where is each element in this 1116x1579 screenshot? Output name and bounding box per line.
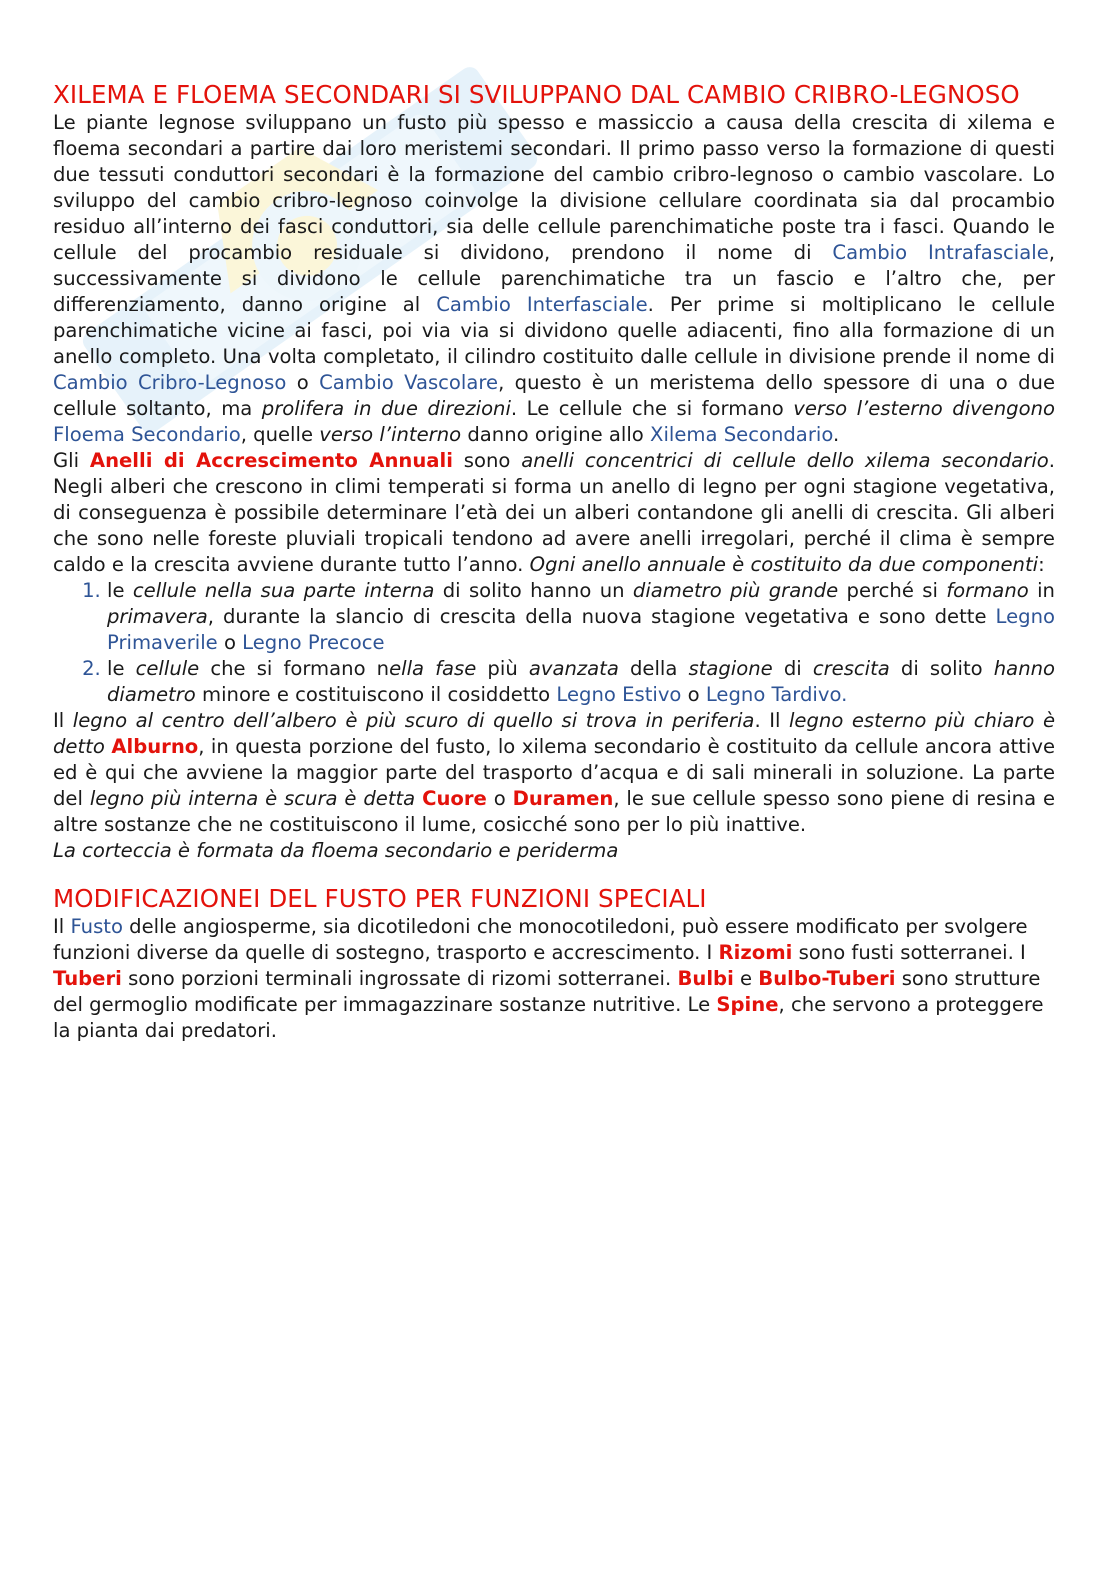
- emphasis-text: diametro più grande: [632, 579, 839, 602]
- emphasis-text: hanno diametro: [107, 657, 1056, 706]
- key-term: Bulbo-Tuberi: [758, 967, 896, 990]
- section-1-paragraph-3: Il legno al centro dell’albero è più scuro di quello si trova in periferia. Il legno esterno più chiaro è detto Alburno, in questa porzione del fusto, lo xilema secondario è costituito da cellule ancora attive ed è qui che avviene la maggior parte del trasporto d’acqua e di sali minerali in soluzione. La parte del legno più interna è scura è detta Cuore o Duramen, le sue cellule spesso sono piene di resina e altre sostanze che ne costituiscono il lume, cosicché sono per lo più inattive.: [53, 709, 1056, 836]
- list-item: 1. le cellule nella sua parte interna di solito hanno un diametro più grande perché si formano in primavera, durante la slancio di crescita della nuova stagione vegetativa e sono dette Legno Primaverile o Legno Precoce: [107, 578, 1055, 656]
- section-1-title: XILEMA E FLOEMA SECONDARI SI SVILUPPANO DAL CAMBIO CRIBRO-LEGNOSO: [53, 80, 1020, 109]
- emphasis-text: legno più interna è scura è detta: [89, 787, 416, 810]
- key-term: Rizomi: [718, 941, 793, 964]
- emphasis-text: avanzata: [528, 657, 619, 680]
- section-1-paragraph-4: [53, 838, 1055, 864]
- emphasis-text: legno al centro dell’albero è più scuro di quello si trova in periferia: [72, 709, 755, 732]
- section-2-title: MODIFICAZIONEI DEL FUSTO PER FUNZIONI SPECIALI: [53, 884, 707, 913]
- emphasis-text: verso l’esterno divengono: [793, 397, 1055, 420]
- emphasis-text: formano: [946, 579, 1029, 602]
- emphasis-text: ella fase: [389, 657, 477, 680]
- emphasis-text: primavera: [107, 605, 208, 628]
- highlighted-term: Xilema Secondario: [650, 423, 833, 446]
- key-term: Alburno: [111, 735, 199, 758]
- emphasis-text: stagione: [688, 657, 773, 680]
- emphasis-text: La corteccia è formata da floema secondario e periderma: [53, 839, 619, 862]
- highlighted-term: Cambio Intrafasciale: [832, 241, 1049, 264]
- section-1-paragraph-2: Gli Anelli di Accrescimento Annuali sono anelli concentrici di cellule dello xilema secondario. Negli alberi che crescono in climi temperati si forma un anello di legno per ogni stagione vegetativa, di conseguenza è possibile determinare l’età dei un alberi contandone gli anelli di crescita. Gli alberi che sono nelle foreste pluviali tropicali tendono ad avere anelli irregolari, perché il clima è sempre caldo e la crescita avviene durante tutto l’anno. Ogni anello annuale è costituito da due componenti:: [53, 449, 1055, 576]
- highlighted-term: Floema Secondario: [53, 423, 241, 446]
- section-2-paragraph-1: Il Fusto delle angiosperme, sia dicotiledoni che monocotiledoni, può essere modificato per svolgere funzioni diverse da quelle di sostegno, trasporto e accrescimento. I Rizomi sono fusti sotterranei. I Tuberi sono porzioni terminali ingrossate di rizomi sotterranei. Bulbi e Bulbo-Tuberi sono strutture del germoglio modificate per immagazzinare sostanze nutritive. Le Spine, che servono a proteggere la pianta dai predatori.: [53, 915, 1044, 1042]
- highlighted-term: Cambio Cribro-Legnoso: [53, 371, 287, 394]
- document-page: [53, 80, 1055, 1044]
- emphasis-text: legno esterno più chiaro è detto: [53, 709, 1056, 758]
- key-term: Duramen: [512, 787, 614, 810]
- key-term: Tuberi: [53, 967, 122, 990]
- emphasis-text: prolifera in due direzioni: [261, 397, 511, 420]
- highlighted-term: Cambio Vascolare: [319, 371, 499, 394]
- emphasis-text: crescita: [812, 657, 890, 680]
- key-term: Bulbi: [677, 967, 734, 990]
- highlighted-term: Legno Estivo: [556, 683, 682, 706]
- emphasis-text: verso l’interno: [319, 423, 462, 446]
- highlighted-term: Legno Precoce: [242, 631, 385, 654]
- section-1-paragraph-1: Le piante legnose sviluppano un fusto più spesso e massiccio a causa della crescita di xilema e floema secondari a partire dai loro meristemi secondari. Il primo passo verso la formazione di questi due tessuti conduttori secondari è la formazione del cambio cribro-legnoso o cambio vascolare. Lo sviluppo del cambio cribro-legnoso coinvolge la divisione cellulare coordinata sia dal procambio residuo all’interno dei fasci conduttori, sia delle cellule parenchimatiche poste tra i fasci. Quando le cellule del procambio residuale si dividono, prendono il nome di Cambio Intrafasciale, successivamente si dividono le cellule parenchimatiche tra un fascio e l’altro che, per differenziamento, danno origine al Cambio Interfasciale. Per prime si moltiplicano le cellule parenchimatiche vicine ai fasci, poi via via si dividono quelle adiacenti, fino alla formazione di un anello completo. Una volta completato, il cilindro costituito dalle cellule in divisione prende il nome di Cambio Cribro-Legnoso o Cambio Vascolare, questo è un meristema dello spessore di una o due cellule soltanto, ma prolifera in due direzioni. Le cellule che si formano verso l’esterno divengono Floema Secondario, quelle verso l’interno danno origine allo Xilema Secondario.: [53, 111, 1056, 446]
- highlighted-term: Legno Tardivo.: [705, 683, 848, 706]
- emphasis-text: Ogni anello annuale è costituito da due componenti: [529, 553, 1039, 576]
- highlighted-term: Cambio Interfasciale: [436, 293, 648, 316]
- key-term: Anelli di Accrescimento Annuali: [89, 449, 453, 472]
- highlighted-term: Fusto: [70, 915, 123, 938]
- emphasis-text: cellule nella sua parte interna: [132, 579, 435, 602]
- growth-ring-components-list: [53, 578, 1055, 708]
- emphasis-text: cellule: [135, 657, 200, 680]
- emphasis-text: anelli concentrici di cellule dello xilema secondario: [521, 449, 1049, 472]
- highlighted-term: Legno Primaverile: [107, 605, 1055, 654]
- list-item: 2. le cellule che si formano nella fase più avanzata della stagione di crescita di solito hanno diametro minore e costituiscono il cosiddetto Legno Estivo o Legno Tardivo.: [107, 656, 1055, 708]
- key-term: Cuore: [422, 787, 487, 810]
- key-term: Spine: [716, 993, 779, 1016]
